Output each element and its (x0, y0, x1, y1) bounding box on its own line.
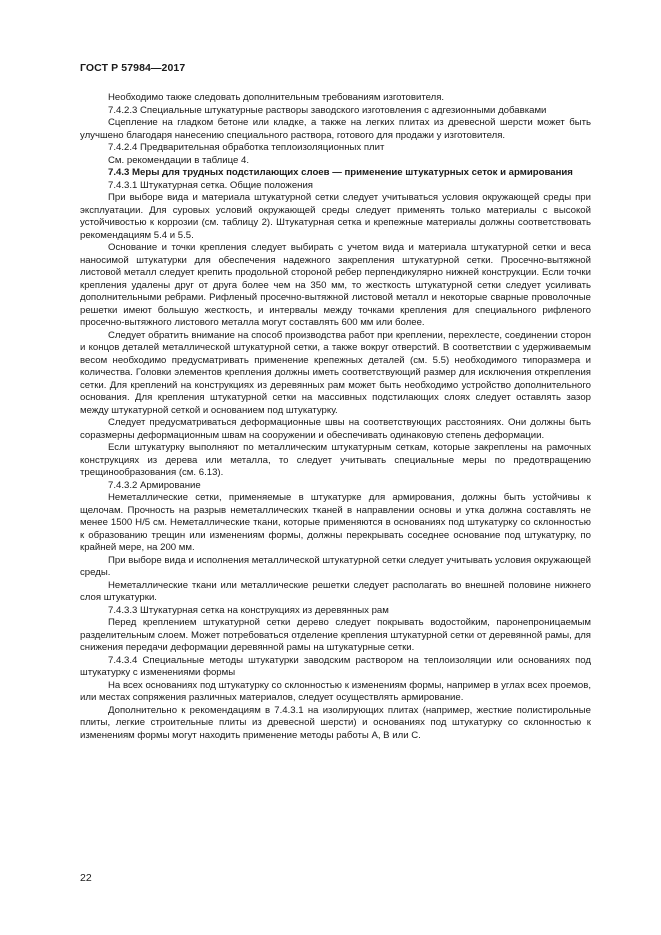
paragraph: Если штукатурку выполняют по металлическим штукатурным сеткам, которые закреплены на рамочных конструкциях из дерева или металла, то следует учитывать специальные меры по предотвращению трещинообразования (см. 6.13). (80, 442, 591, 478)
paragraph: При выборе вида и материала штукатурной сетки следует учитываться условия окружающей среды при эксплуатации. Для суровых условий окружающей среды следует применять только материалы с высокой устойчивостью к коррозии (см. таблицу 2). Штукатурная сетка и крепежные материалы должны соответствовать рекомендациям 5.4 и 5.5. (80, 192, 591, 241)
section-heading: 7.4.3.4 Специальные методы штукатурки заводским раствором на теплоизоляции или основаниях под штукатурку с изменениями формы (80, 654, 591, 678)
section-heading: 7.4.2.4 Предварительная обработка теплоизоляционных плит (108, 142, 385, 153)
paragraph: См. рекомендации в таблице 4. (108, 154, 250, 166)
section-heading: 7.4.3.1 Штукатурная сетка. Общие положения (108, 179, 314, 191)
paragraph: Неметаллические ткани или металлические решетки следует располагать во внешней половине нижнего слоя штукатурки. (80, 579, 591, 603)
section-heading: 7.4.3.2 Армирование (108, 479, 201, 491)
document-header: ГОСТ Р 57984—2017 (80, 62, 186, 74)
paragraph: Неметаллические сетки, применяемые в штукатурке для армирования, должны быть устойчивы к щелочам. Прочность на разрыв неметаллических тканей в направлении основы и утка должна составлять не менее 1500 Н/5 см. Неметаллические ткани, которые применяются в основаниях под штукатурку со склонностью к образованию трещин или изменениям формы, должны перекрывать соседнее основание под штукатурку, по крайней мере, на 200 мм. (80, 492, 591, 553)
paragraph: На всех основаниях под штукатурку со склонностью к изменениям формы, например в углах всех проемов, или местах сопряжения различных материалов, следует осуществлять армирование. (80, 679, 591, 703)
paragraph: Перед креплением штукатурной сетки дерево следует покрывать водостойким, паронепроницаемым разделительным слоем. Может потребоваться отделение крепления штукатурной сетки от деревянной рамы, для снижения передачи деформации деревянной рамы на штукатурные сетки. (80, 617, 591, 653)
page-body (80, 92, 591, 742)
paragraph: Необходимо также следовать дополнительным требованиям изготовителя. (108, 92, 445, 103)
section-heading-bold: 7.4.3 Меры для трудных подстилающих слоев — применение штукатурных сеток и армирования (108, 167, 573, 178)
paragraph: При выборе вида и исполнения металлической штукатурной сетки следует учитывать условия окружающей среды. (80, 554, 591, 578)
paragraph: Дополнительно к рекомендациям в 7.4.3.1 на изолирующих плитах (например, жесткие полистирольные плиты, легкие строительные плиты из древесной шерсти) и основаниях под штукатурку со склонностью к изменениям формы могут находить применение методы работы A, B или C. (80, 704, 591, 741)
paragraph: Сцепление на гладком бетоне или кладке, а также на легких плитах из древесной шерсти может быть улучшено благодаря нанесению специального раствора, готового для продажи у изготовителя. (80, 117, 591, 141)
section-heading: 7.4.2.3 Специальные штукатурные растворы заводского изготовления с адгезионными добавками (108, 104, 547, 116)
paragraph: Следует предусматриваться деформационные швы на соответствующих расстояниях. Они должны быть соразмерны деформационным швам на сооружении и обеспечивать одинаковую степень деформации. (80, 417, 591, 441)
page-number: 22 (80, 872, 92, 884)
paragraph: Следует обратить внимание на способ производства работ при креплении, перехлесте, соединении сторон и концов деталей металлической штукатурной сетки, а также вокруг отверстий. В соответствии с удерживаемым весом необходимо предусматривать применение крепежных деталей (см. 5.5) необходимого типоразмера и количества. Головки элементов крепления должны иметь соответствующий размер для исключения открепления сетки. Для креплений на конструкциях из деревянных рам может быть необходимо устройство дополнительного основания. Для крепления штукатурной сетки на массивных подстилающих слоях следует оставлять зазор между штукатурной сеткой и основанием под штукатурку. (80, 329, 591, 416)
paragraph: Основание и точки крепления следует выбирать с учетом вида и материала штукатурной сетки и веса наносимой штукатурки для обеспечения надежного закрепления штукатурной сетки. Просечно-вытяжной листовой металл следует крепить продольной стороной ребер перпендикулярно нижней конструкции. Если точки крепления удалены друг от друга более чем на 350 мм, то жесткость штукатурной сетки следует усиливать дополнительными ребрами. Рифленый просечно-вытяжной листовой металл и некоторые сварные проволочные решетки имеют большую жесткость, и интервалы между точками крепления для специального рифленого просечно-вытяжного листового металла могут составлять 600 мм или более. (80, 242, 591, 328)
section-heading: 7.4.3.3 Штукатурная сетка на конструкциях из деревянных рам (108, 604, 389, 616)
